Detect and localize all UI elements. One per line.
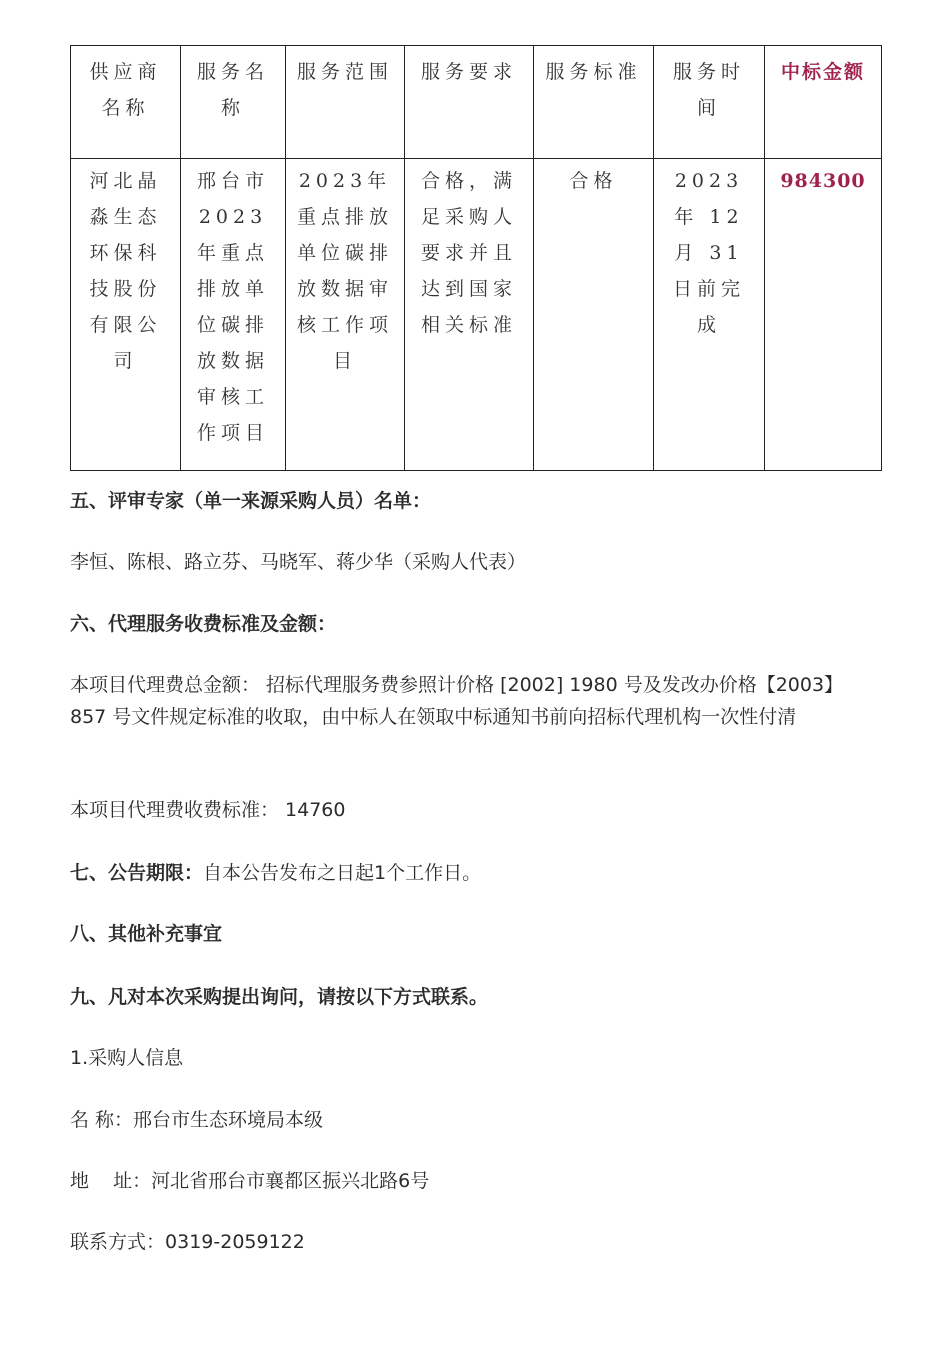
purchaser-address <box>70 1165 882 1197</box>
award-table <box>70 45 882 471</box>
purchaser-contact-label: 联系方式： <box>70 1231 166 1253</box>
cell-award-amount: 984300 <box>765 159 882 471</box>
cell-service-scope: 2023年重点排放单位碳排放数据审核工作项目 <box>286 159 405 471</box>
section7 <box>70 857 882 889</box>
cell-supplier: 河北晶淼生态环保科技股份有限公司 <box>71 159 181 471</box>
cell-service-name: 邢台市2023年重点排放单位碳排放数据审核工作项目 <box>181 159 286 471</box>
header-service-name: 服务名称 <box>181 46 286 159</box>
purchaser-title: 1.采购人信息 <box>70 1047 184 1069</box>
cell-service-time: 2023 年 12 月 31 日前完成 <box>654 159 765 471</box>
agency-fee-total: 本项目代理费总金额： 招标代理服务费参照计价格 [2002] 1980 号及发改办价格【2003】 857 号文件规定标准的收取，由中标人在领取中标通知书前向招标代理机构一次性付清 <box>70 674 844 728</box>
section7-heading: 七、公告期限： <box>70 862 204 884</box>
section9-heading: 九、凡对本次采购提出询问，请按以下方式联系。 <box>70 986 489 1008</box>
agency-fee-standard: 本项目代理费收费标准： 14760 <box>70 799 346 821</box>
header-service-requirement: 服务要求 <box>405 46 534 159</box>
section5-heading: 五、评审专家（单一来源采购人员）名单： <box>70 490 432 512</box>
purchaser-name-label: 名 称： <box>70 1109 134 1131</box>
table-header-row <box>71 46 882 159</box>
header-service-standard: 服务标准 <box>534 46 654 159</box>
purchaser-name-value: 邢台市生态环境局本级 <box>133 1109 324 1131</box>
header-supplier: 供应商名称 <box>71 46 181 159</box>
header-service-time: 服务时间 <box>654 46 765 159</box>
purchaser-name <box>70 1104 882 1136</box>
purchaser-contact-value: 0319-2059122 <box>165 1231 305 1253</box>
section6-heading: 六、代理服务收费标准及金额： <box>70 613 337 635</box>
table-row <box>71 159 882 471</box>
purchaser-address-label: 地 址： <box>70 1170 152 1192</box>
cell-service-standard: 合格 <box>534 159 654 471</box>
section7-content: 自本公告发布之日起1个工作日。 <box>203 862 482 884</box>
purchaser-address-value: 河北省邢台市襄都区振兴北路6号 <box>151 1170 430 1192</box>
header-service-scope: 服务范围 <box>286 46 405 159</box>
section8-heading: 八、其他补充事宜 <box>70 923 223 945</box>
cell-service-requirement: 合格，满足采购人要求并且达到国家相关标准 <box>405 159 534 471</box>
header-award-amount: 中标金额 <box>765 46 882 159</box>
section5-content: 李恒、陈根、路立芬、马晓军、蒋少华（采购人代表） <box>70 551 527 573</box>
purchaser-contact <box>70 1226 882 1258</box>
